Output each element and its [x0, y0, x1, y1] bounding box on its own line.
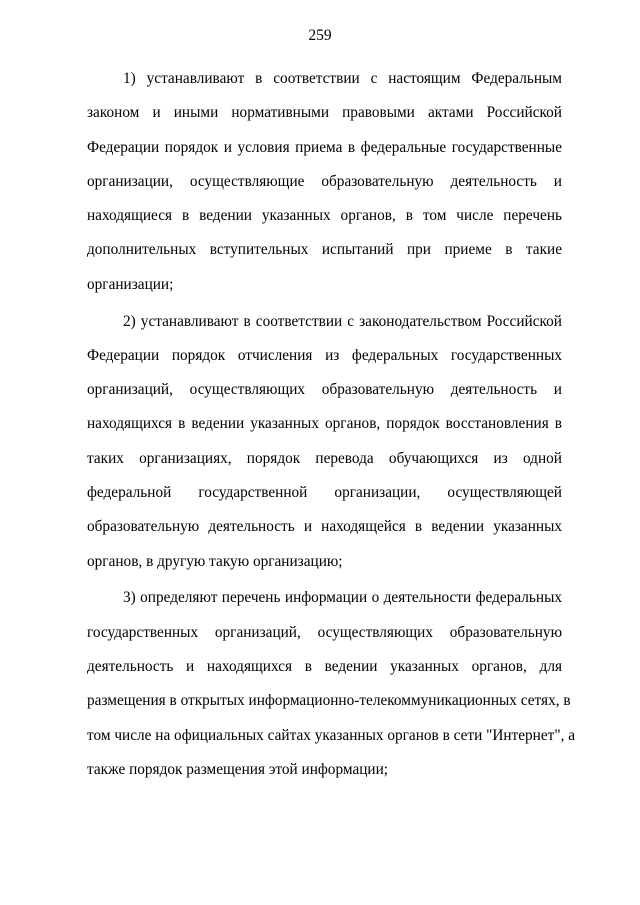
text-line: государственных организаций, осуществляющих образовательную — [87, 623, 562, 641]
text-line: федеральной государственной организации, осуществляющей — [87, 484, 562, 502]
paragraph-2 — [87, 305, 562, 579]
text-line: деятельность и находящихся в ведении указанных органов, для — [87, 658, 562, 676]
text-line: размещения в открытых информационно-телекоммуникационных сетях, в — [87, 692, 571, 710]
text-line: находящиеся в ведении указанных органов, в том числе перечень — [87, 207, 562, 225]
text-line: организаций, осуществляющих образовательную деятельность и — [87, 381, 562, 399]
text-line: таких организациях, порядок перевода обучающихся из одной — [87, 449, 562, 467]
paragraph-3 — [87, 581, 576, 787]
document-body — [87, 62, 576, 787]
text-line: также порядок размещения этой информации; — [87, 760, 389, 778]
text-line: 1) устанавливают в соответствии с настоящим Федеральным — [123, 70, 562, 87]
text-line: 3) определяют перечень информации о деятельности федеральных — [123, 589, 562, 607]
text-line: Федерации порядок и условия приема в федеральные государственные — [87, 138, 562, 156]
text-line: органов, в другую такую организацию; — [87, 552, 343, 570]
text-line: организации; — [87, 275, 174, 293]
text-line: 2) устанавливают в соответствии с законодательством Российской — [123, 312, 562, 330]
page-number: 259 — [308, 27, 332, 44]
text-line: организации, осуществляющие образовательную деятельность и — [87, 172, 562, 190]
text-line: Федерации порядок отчисления из федеральных государственных — [87, 346, 562, 364]
paragraph-1 — [87, 62, 562, 302]
text-line: образовательную деятельность и находящейся в ведении указанных — [87, 518, 562, 536]
text-line: находящихся в ведении указанных органов, порядок восстановления в — [87, 415, 562, 433]
text-line: том числе на официальных сайтах указанных органов в сети "Интернет", а — [87, 726, 576, 744]
text-line: законом и иными нормативными правовыми актами Российской — [87, 104, 562, 122]
text-line: дополнительных вступительных испытаний при приеме в такие — [87, 241, 562, 259]
